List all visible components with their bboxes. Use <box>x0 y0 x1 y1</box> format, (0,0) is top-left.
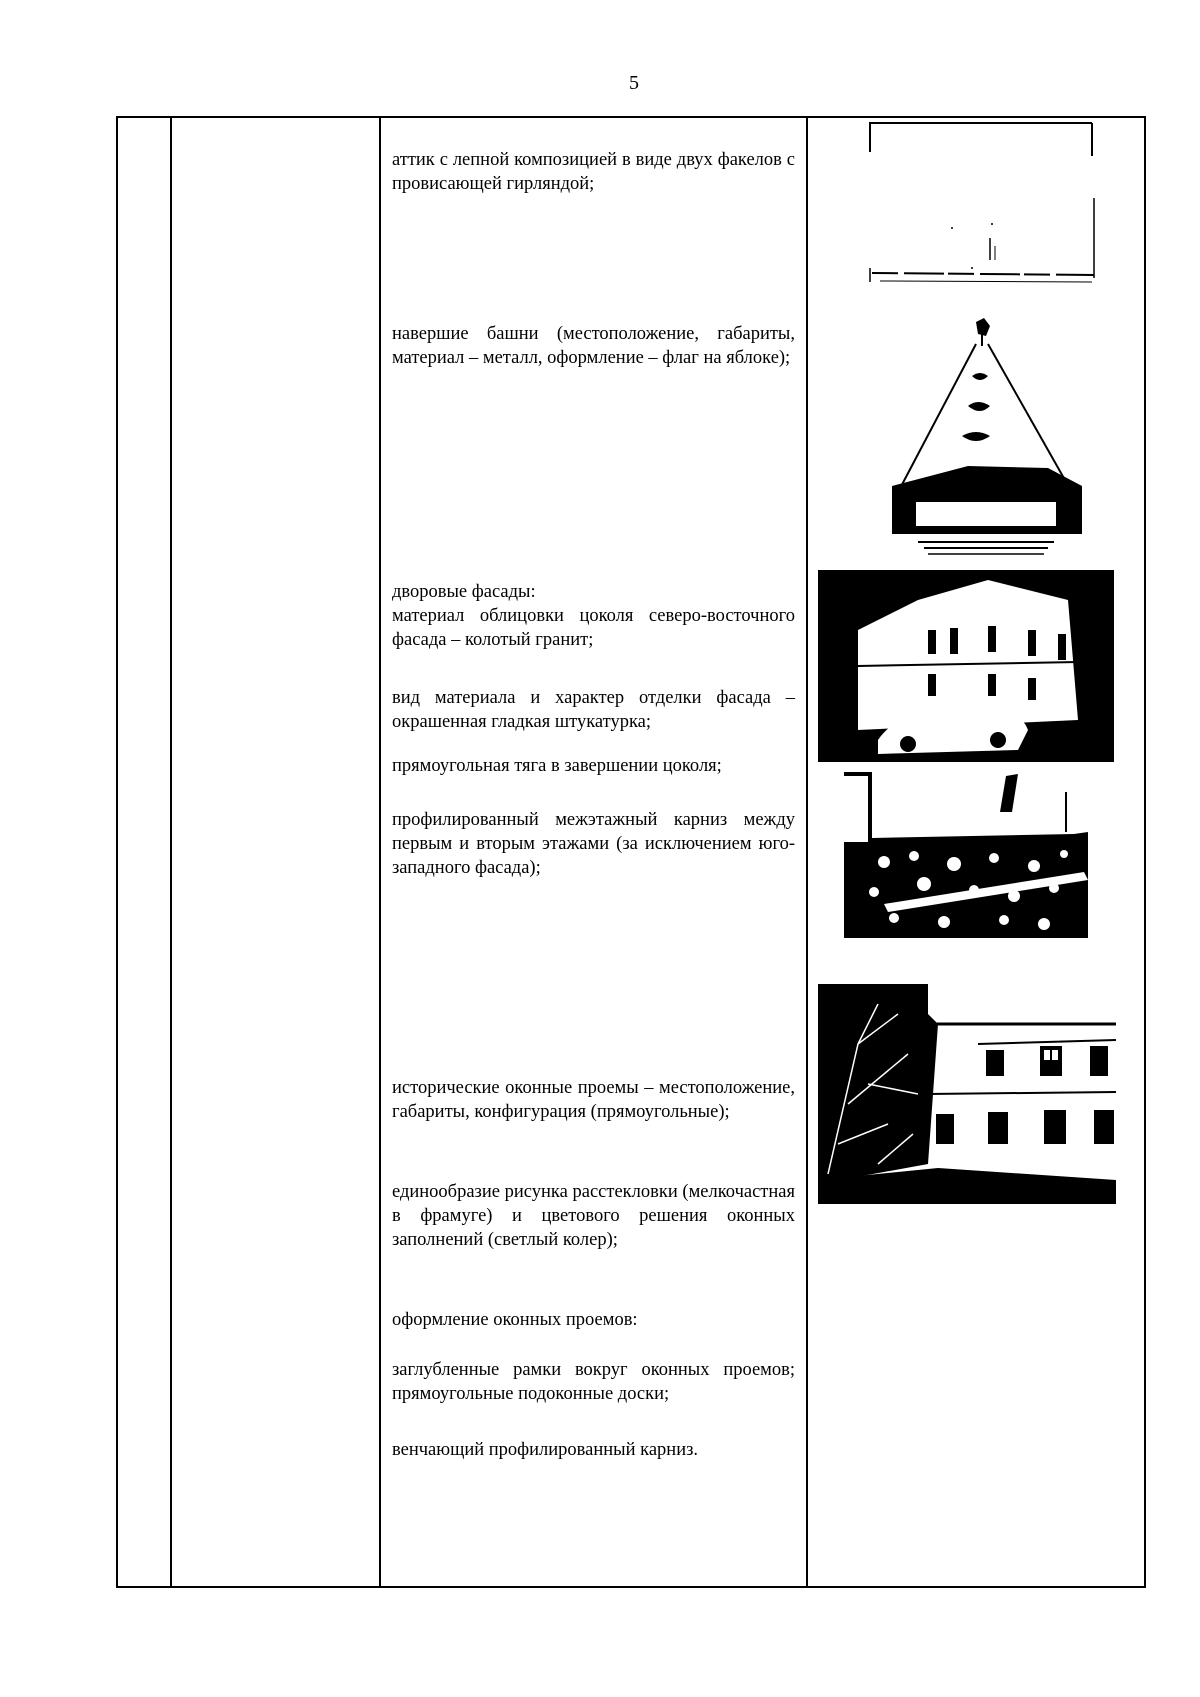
item-plinth-band: прямоугольная тяга в завершении цоколя; <box>392 756 722 776</box>
attic-photo <box>842 118 1102 300</box>
item-tower-top: навершие башни (местоположение, габариты, материал – металл, оформление – флаг на яблоке); <box>392 324 795 368</box>
page-number: 5 <box>629 72 639 94</box>
column-divider-1 <box>170 118 172 1586</box>
item-plinth-material: материал облицовки цоколя северо-восточного фасада – колотый гранит; <box>392 606 795 650</box>
item-window-openings: исторические оконные проемы – местоположение, габариты, конфигурация (прямоугольные); <box>392 1078 795 1122</box>
column-divider-2 <box>379 118 381 1586</box>
courtyard-facade-photo <box>818 570 1114 762</box>
item-window-decor-title: оформление оконных проемов: <box>392 1310 638 1330</box>
item-interfloor-cornice: профилированный межэтажный карниз между первым и вторым этажами (за исключением юго-западного фасада); <box>392 810 795 878</box>
item-glazing: единообразие рисунка расстекловки (мелкочастная в фрамуге) и цветового решения оконных заполнений (светлый колер); <box>392 1182 795 1250</box>
tower-top-photo <box>858 316 1108 566</box>
column-divider-3 <box>806 118 808 1586</box>
item-courtyard-title: дворовые фасады: <box>392 582 536 602</box>
item-facade-finish: вид материала и характер отделки фасада – окрашенная гладкая штукатурка; <box>392 688 795 732</box>
item-window-frames: заглубленные рамки вокруг оконных проемов; прямоугольные подоконные доски; <box>392 1360 795 1404</box>
heritage-table <box>116 116 1146 1588</box>
item-crowning-cornice: венчающий профилированный карниз. <box>392 1440 699 1460</box>
plinth-cornice-photo <box>844 772 1088 938</box>
item-attic: аттик с лепной композицией в виде двух факелов с провисающей гирляндой; <box>392 150 795 194</box>
window-openings-photo <box>818 984 1116 1204</box>
